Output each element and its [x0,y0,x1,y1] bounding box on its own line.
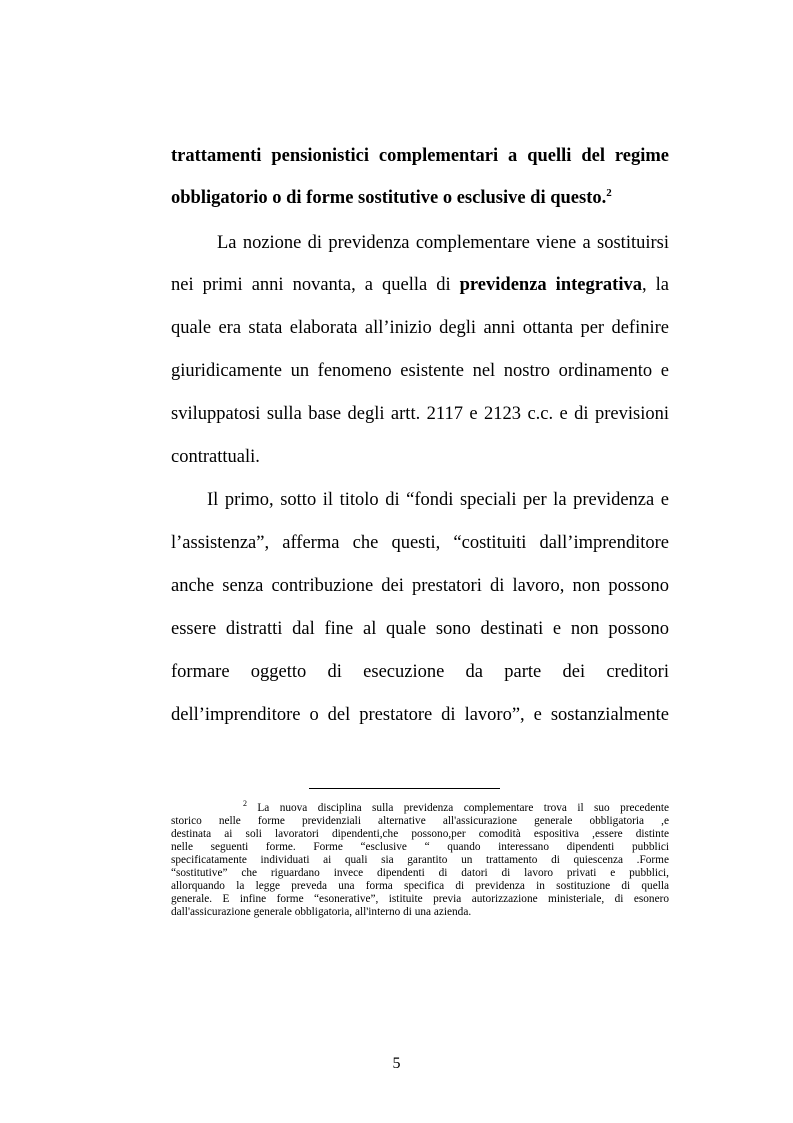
body-line [171,703,669,727]
footnote-line [171,893,669,906]
footnote-number: 2 [243,799,247,808]
footnote-reference[interactable]: 2 [606,187,612,199]
footnote-text: destinata ai soli lavoratori dipendenti,che possono,per comodità espositiva ,essere distinte [171,828,669,840]
footnote-line [171,841,669,854]
footnote-separator [309,788,500,789]
body-line [171,617,669,641]
footnote-text: “sostitutive” che riguardano invece dipendenti di datori di lavoro privati e pubblici, [171,867,669,879]
footnote-line [243,799,670,815]
footnote-text: allorquando la legge preveda una forma specifica di previdenza in sostituzione di quella [171,880,669,892]
footnote-text: La nuova disciplina sulla previdenza complementare trova il suo precedente [257,802,670,814]
body-line [207,488,669,512]
footnote-line [171,880,669,893]
footnote-line [171,828,669,841]
page-number: 5 [392,1055,401,1072]
body-text: nei primi anni novanta, a quella di [171,275,460,295]
bold-term: previdenza integrativa [459,275,642,295]
footnote-line [171,854,669,867]
body-line [171,531,669,555]
footnote-line [171,906,669,919]
body-text: obbligatorio o di forme sostitutive o esclusive di questo. [171,188,607,208]
body-line [171,660,669,684]
body-line [171,359,669,383]
body-line [171,574,669,598]
body-line [171,144,669,168]
body-line [171,316,669,340]
body-text: La nozione di previdenza complementare viene a sostituirsi [217,233,669,253]
body-text: formare oggetto di esecuzione da parte dei creditori [171,662,669,682]
body-text: trattamenti pensionistici complementari a quelli del regime [171,146,669,166]
body-line [171,273,669,297]
body-line [171,445,669,469]
footnote-text: generale. E infine forme “esonerative”, istituite previa autorizzazione ministeriale, di esonero [171,893,669,905]
body-text: l’assistenza”, afferma che questi, “costituiti dall’imprenditore [171,533,669,553]
footnote-line [171,867,669,880]
footnote-text: dall'assicurazione generale obbligatoria, all'interno di una azienda. [171,906,472,918]
body-text: essere distratti dal fine al quale sono destinati e non possono [171,619,669,639]
body-text: sviluppatosi sulla base degli artt. 2117 e 2123 c.c. e di previsioni [171,404,669,424]
body-line [217,231,669,255]
body-text: giuridicamente un fenomeno esistente nel nostro ordinamento e [171,361,669,381]
body-text: Il primo, sotto il titolo di “fondi speciali per la previdenza e [207,490,669,510]
body-text: , la [642,275,669,295]
body-text: quale era stata elaborata all’inizio degli anni ottanta per definire [171,318,669,338]
footnote-text: specificatamente individuati ai quali sia garantito un trattamento di quiescenza .Forme [171,854,669,866]
body-text: contrattuali. [171,447,260,467]
footnote-line [171,815,669,828]
body-line [171,402,669,426]
footnote-text: storico nelle forme previdenziali alternative all'assicurazione generale obbligatoria ,e [171,815,669,827]
footnote-text: nelle seguenti forme. Forme “esclusive “ quando interessano dipendenti pubblici [171,841,669,853]
body-line [171,186,669,210]
body-text: anche senza contribuzione dei prestatori di lavoro, non possono [171,576,669,596]
body-text: dell’imprenditore o del prestatore di lavoro”, e sostanzialmente [171,705,669,725]
